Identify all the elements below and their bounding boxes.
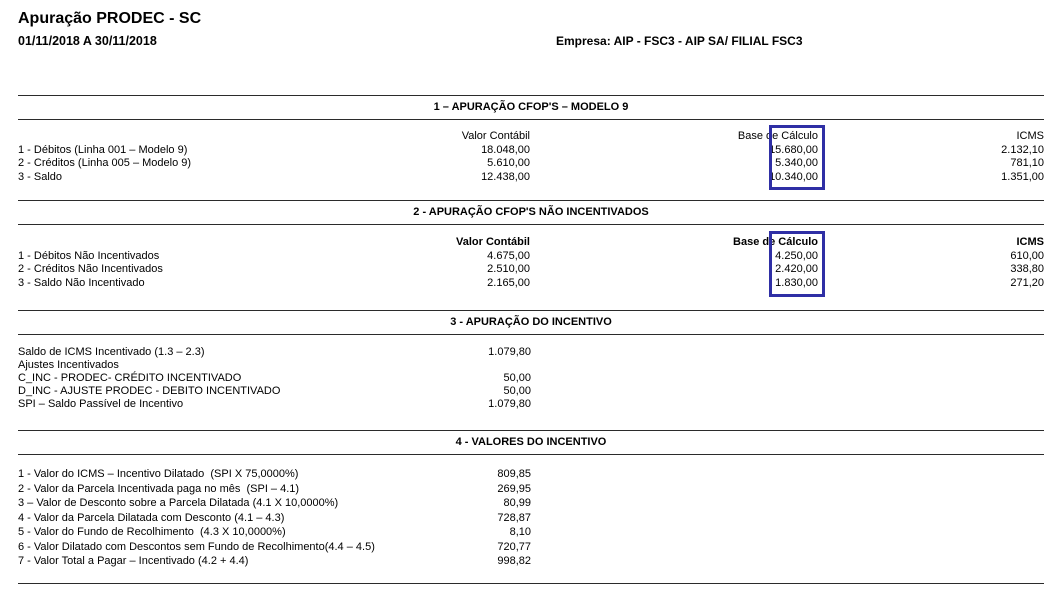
cell-value: 50,00 — [503, 372, 531, 384]
cell-value: 8,10 — [509, 526, 531, 538]
cell-value: 728,87 — [497, 511, 531, 524]
row-label: 4 - Valor da Parcela Dilatada com Desconto (4.1 – 4.3) — [18, 511, 285, 524]
table-row — [18, 525, 531, 540]
cell-value: 809,85 — [497, 468, 531, 480]
column-header-base-calculo: Base de Cálculo — [737, 130, 818, 142]
cell-icms: 781,10 — [1010, 157, 1044, 169]
cell-icms: 610,00 — [1010, 249, 1044, 262]
row-label: 1 - Valor do ICMS – Incentivo Dilatado (SPI X 75,0000%) — [18, 468, 299, 480]
cell-base-calculo: 4.250,00 — [775, 249, 818, 262]
table-row — [18, 277, 1044, 291]
row-label: C_INC - PRODEC- CRÉDITO INCENTIVADO — [18, 372, 242, 384]
row-label: 3 – Valor de Desconto sobre a Parcela Dilatada (4.1 X 10,0000%) — [18, 497, 339, 509]
cell-icms: 2.132,10 — [1001, 143, 1044, 156]
table-row — [18, 554, 531, 569]
column-header-base-calculo: Base de Cálculo — [733, 236, 818, 248]
row-label: 2 - Valor da Parcela Incentivada paga no mês (SPI – 4.1) — [18, 482, 300, 495]
column-header-row — [18, 130, 1044, 144]
row-label: 7 - Valor Total a Pagar – Incentivado (4.2 + 4.4) — [18, 555, 249, 567]
cell-icms: 271,20 — [1010, 276, 1044, 289]
company-name: Empresa: AIP - FSC3 - AIP SA/ FILIAL FSC3 — [556, 34, 803, 48]
cell-value: 50,00 — [503, 385, 531, 397]
section-1-table — [18, 120, 1044, 200]
report-period: 01/11/2018 A 30/11/2018 — [18, 34, 157, 48]
report-header — [0, 0, 1062, 49]
row-label: 3 - Saldo — [18, 170, 63, 183]
column-header-icms: ICMS — [1016, 236, 1044, 248]
table-row — [18, 144, 1044, 158]
table-row — [18, 157, 1044, 171]
row-label: SPI – Saldo Passível de Incentivo — [18, 398, 184, 410]
section-4 — [18, 430, 1044, 584]
section-3-title: 3 - APURAÇÃO DO INCENTIVO — [18, 310, 1044, 335]
cell-value: 720,77 — [497, 540, 531, 553]
cell-value: 1.079,80 — [488, 398, 531, 410]
cell-base-calculo: 5.340,00 — [775, 157, 818, 169]
cell-value: 1.079,80 — [488, 346, 531, 358]
table-row — [18, 511, 531, 526]
table-row — [18, 171, 1044, 185]
section-4-title: 4 - VALORES DO INCENTIVO — [18, 430, 1044, 455]
section-2-table — [18, 225, 1044, 310]
column-header-valor-contabil: Valor Contábil — [456, 236, 530, 248]
cell-base-calculo: 10.340,00 — [769, 170, 818, 183]
table-row — [18, 496, 531, 511]
row-label: 1 - Débitos Não Incentivados — [18, 249, 160, 262]
page-title: Apuração PRODEC - SC — [18, 10, 202, 27]
table-row — [18, 346, 531, 359]
section-3 — [18, 310, 1044, 430]
cell-base-calculo: 15.680,00 — [769, 143, 818, 156]
cell-value: 269,95 — [497, 482, 531, 495]
cell-value: 80,99 — [503, 497, 531, 509]
column-header-valor-contabil: Valor Contábil — [461, 130, 530, 142]
row-label: 6 - Valor Dilatado com Descontos sem Fundo de Recolhimento(4.4 – 4.5) — [18, 540, 375, 553]
report-body — [18, 95, 1044, 584]
row-label: 3 - Saldo Não Incentivado — [18, 276, 145, 289]
cell-valor-contabil: 2.165,00 — [487, 276, 530, 289]
section-3-table — [18, 335, 1044, 430]
row-label: 5 - Valor do Fundo de Recolhimento (4.3 X 10,0000%) — [18, 526, 286, 538]
cell-valor-contabil: 2.510,00 — [487, 263, 530, 275]
row-label: 2 - Créditos (Linha 005 – Modelo 9) — [18, 157, 192, 169]
cell-icms: 338,80 — [1010, 263, 1044, 275]
table-row — [18, 372, 531, 385]
row-label: D_INC - AJUSTE PRODEC - DEBITO INCENTIVADO — [18, 385, 281, 397]
table-row — [18, 467, 531, 482]
section-1 — [18, 95, 1044, 200]
section-2-title: 2 - APURAÇÃO CFOP'S NÃO INCENTIVADOS — [18, 200, 1044, 225]
cell-valor-contabil: 5.610,00 — [487, 157, 530, 169]
row-label: 2 - Créditos Não Incentivados — [18, 263, 163, 275]
column-header-row — [18, 236, 1044, 250]
cell-valor-contabil: 18.048,00 — [481, 143, 530, 156]
cell-base-calculo: 1.830,00 — [775, 276, 818, 289]
cell-icms: 1.351,00 — [1001, 170, 1044, 183]
table-row — [18, 385, 531, 398]
table-row — [18, 482, 531, 497]
table-row — [18, 250, 1044, 264]
table-row — [18, 398, 531, 411]
section-2 — [18, 200, 1044, 310]
table-row — [18, 263, 1044, 277]
column-header-icms: ICMS — [1016, 130, 1044, 142]
row-label: Ajustes Incentivados — [18, 359, 119, 371]
cell-value: 998,82 — [497, 555, 531, 567]
row-label: 1 - Débitos (Linha 001 – Modelo 9) — [18, 143, 188, 156]
cell-valor-contabil: 12.438,00 — [481, 170, 530, 183]
cell-base-calculo: 2.420,00 — [775, 263, 818, 275]
section-4-table — [18, 455, 1044, 584]
table-row — [18, 540, 531, 555]
cell-valor-contabil: 4.675,00 — [487, 249, 530, 262]
row-label: Saldo de ICMS Incentivado (1.3 – 2.3) — [18, 346, 205, 358]
table-row — [18, 359, 531, 372]
section-1-title: 1 – APURAÇÃO CFOP'S – MODELO 9 — [18, 95, 1044, 120]
